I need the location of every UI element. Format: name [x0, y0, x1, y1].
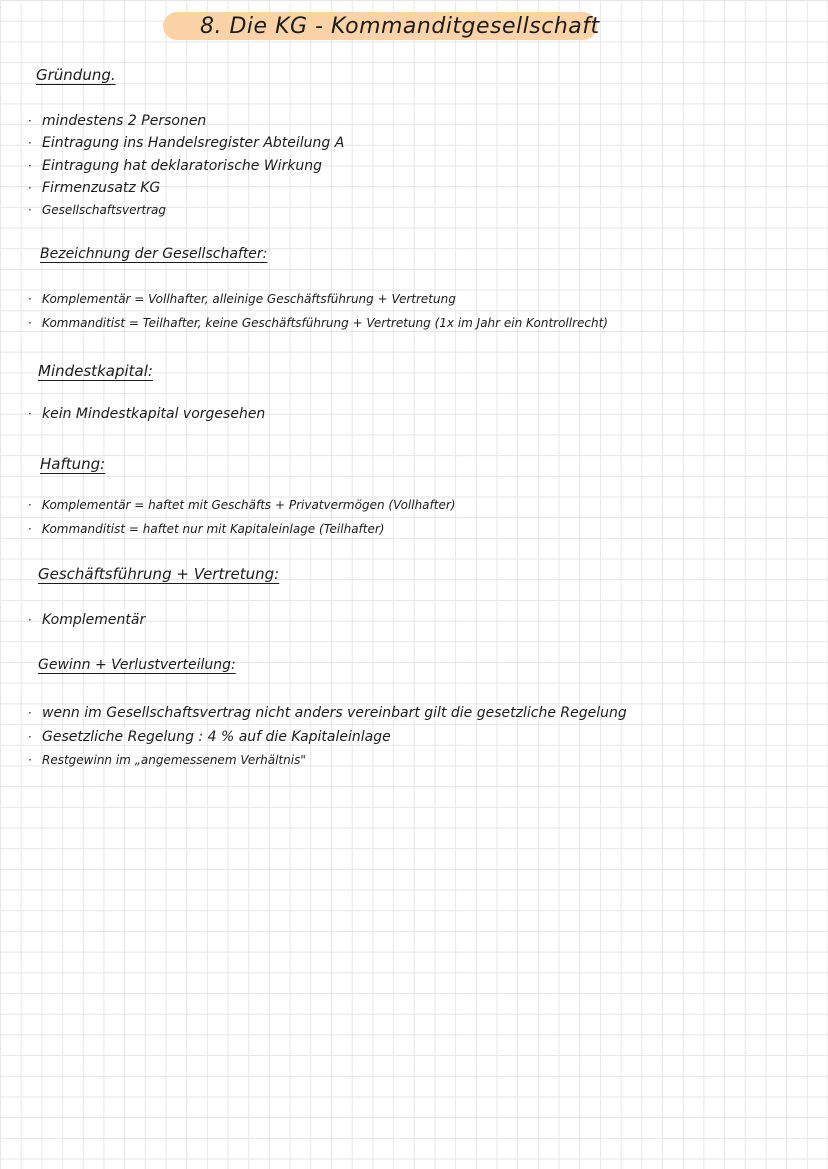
bullet: · — [28, 522, 32, 536]
gruendung-item-4: · Firmenzusatz KG — [28, 180, 161, 196]
bullet: · — [28, 706, 32, 720]
bullet: · — [28, 613, 32, 627]
bullet: · — [28, 753, 32, 767]
haftung-item-1: · Komplementär = haftet mit Geschäfts + Privatvermögen (Vollhafter) — [28, 498, 456, 512]
bullet: · — [28, 316, 32, 330]
bullet: · — [28, 136, 32, 150]
bullet: · — [28, 114, 32, 128]
gruendung-item-3: · Eintragung hat deklaratorische Wirkung — [28, 158, 323, 174]
bullet: · — [28, 203, 32, 217]
bezeichnung-item-1: · Komplementär = Vollhafter, alleinige Geschäftsführung + Vertretung — [28, 292, 456, 306]
bullet: · — [28, 159, 32, 173]
gruendung-item-1: · mindestens 2 Personen — [28, 113, 207, 129]
bullet: · — [28, 181, 32, 195]
mindestkapital-item-1: · kein Mindestkapital vorgesehen — [28, 406, 266, 422]
gewinn-item-3: · Restgewinn im „angemessenem Verhältnis" — [28, 753, 306, 767]
page-title: 8. Die KG - Kommanditgesellschaft — [200, 14, 600, 39]
gewinn-item-1: · wenn im Gesellschaftsvertrag nicht anders vereinbart gilt die gesetzliche Regelung — [28, 705, 627, 721]
bezeichnung-item-2: · Kommanditist = Teilhafter, keine Geschäftsführung + Vertretung (1x im Jahr ein Kontrollrecht) — [28, 316, 608, 330]
heading-gewinn: Gewinn + Verlustverteilung: — [38, 657, 236, 673]
heading-bezeichnung: Bezeichnung der Gesellschafter: — [40, 246, 268, 262]
bullet: · — [28, 730, 32, 744]
heading-gruendung: Gründung. — [36, 66, 116, 84]
haftung-item-2: · Kommanditist = haftet nur mit Kapitaleinlage (Teilhafter) — [28, 522, 385, 536]
bullet: · — [28, 407, 32, 421]
gewinn-item-2: · Gesetzliche Regelung : 4 % auf die Kapitaleinlage — [28, 729, 391, 745]
gruendung-item-5: · Gesellschaftsvertrag — [28, 203, 167, 217]
heading-geschaeftsfuehrung: Geschäftsführung + Vertretung: — [38, 565, 280, 583]
gruendung-item-2: · Eintragung ins Handelsregister Abteilung A — [28, 135, 345, 151]
heading-mindestkapital: Mindestkapital: — [38, 362, 153, 380]
geschaeftsfuehrung-item-1: · Komplementär — [28, 612, 146, 628]
bullet: · — [28, 498, 32, 512]
bullet: · — [28, 292, 32, 306]
heading-haftung: Haftung: — [40, 455, 106, 473]
